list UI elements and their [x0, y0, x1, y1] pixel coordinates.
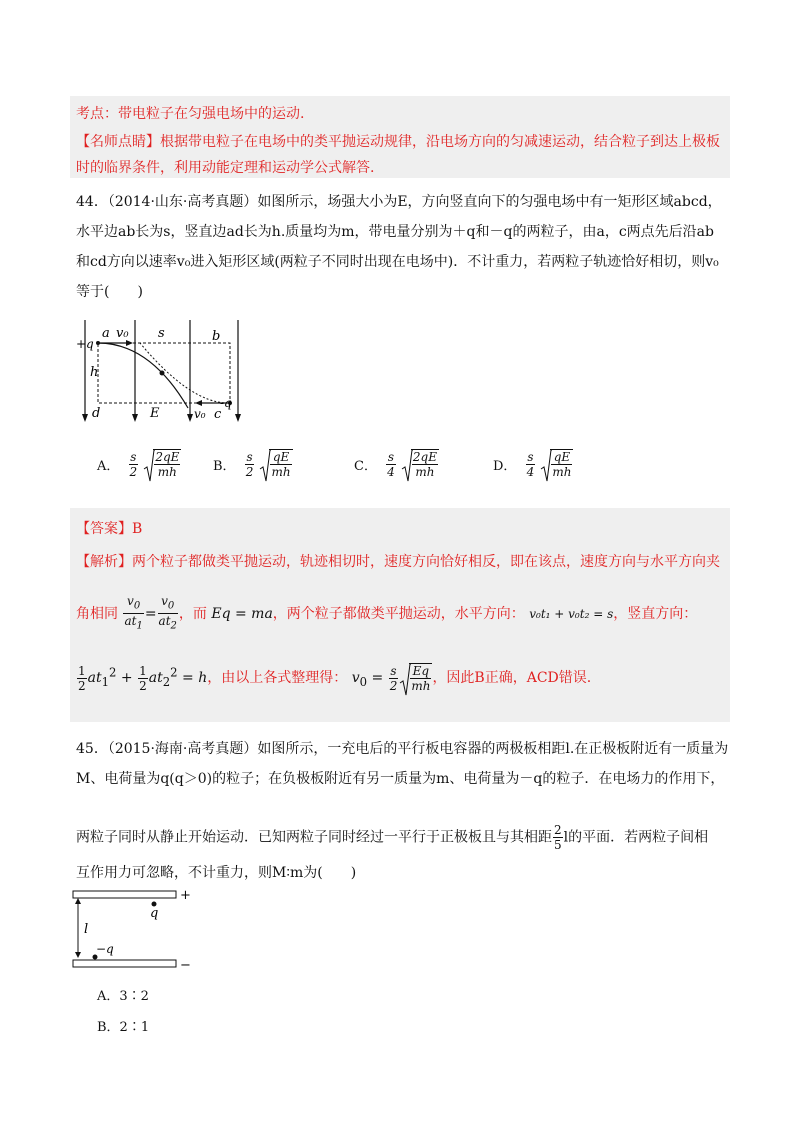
q44-field-diagram — [70, 318, 270, 428]
q45-line3: 两粒子同时从静止开始运动．已知两粒子同时经过一平行于正极板且与其相距 $\frac{2}{5}$ l的平面．若两粒子间相 — [76, 823, 709, 852]
q45-line2: M、电荷量为q(q＞0)的粒子；在负极板附近有另一质量为m、电荷量为－q的粒子．在电场力的作用下， — [76, 771, 725, 787]
label-plus-q: +q — [76, 337, 94, 351]
label-q: q — [150, 906, 159, 921]
label-plus: + — [180, 888, 191, 903]
q44-line4: 等于( ) — [76, 284, 143, 300]
q44-option-d[interactable]: D． $\frac{s}{4}$ $\frac{qE}{mh}$ — [493, 449, 572, 479]
q44-line3: 和cd方向以速率v₀进入矩形区域(两粒子不同时出现在电场中)．不计重力，若两粒子轨迹恰好相切，则v₀ — [76, 254, 719, 270]
dianjing-line2: 时的临界条件，利用动能定理和运动学公式解答. — [76, 160, 375, 176]
label-b: b — [212, 329, 221, 344]
jiexi-line2: 角相同 $\frac{v_0}{at_1}$ = $\frac{v_0}{at_2}$ ，而 Eq = ma，两个粒子都做类平抛运动，水平方向： v₀t₁ + v₀t₂ = s，竖直方向： — [76, 594, 698, 632]
label-minus: − — [180, 958, 191, 973]
label-v0-c: v₀ — [194, 407, 206, 421]
q44-option-c[interactable]: C． $\frac{s}{4}$ $\frac{2qE}{mh}$ — [354, 449, 437, 479]
q44-option-a[interactable]: A． $\frac{s}{2}$ $\frac{2qE}{mh}$ — [97, 449, 180, 479]
label-v0: v₀ — [116, 326, 129, 341]
label-l: l — [84, 922, 89, 937]
jiexi-line3: $\frac{1}{2}$ $at_1^2$ + $\frac{1}{2}$ $at_2^2 = h$，由以上各式整理得： $v_0$ = $\frac{s}{2}$ $\frac{Eq}{mh}$ ，因此B正确，ACD错误. — [78, 663, 592, 693]
kaodian-text: 考点：带电粒子在匀强电场中的运动. — [76, 106, 305, 122]
label-c: c — [214, 407, 222, 422]
q45-line4: 互作用力可忽略，不计重力，则M∶m为( ) — [76, 865, 357, 881]
q44-option-b[interactable]: B． $\frac{s}{2}$ $\frac{qE}{mh}$ — [213, 449, 291, 479]
label-s: s — [158, 326, 165, 341]
label-minus-q: -q — [220, 396, 232, 410]
q45-capacitor-diagram — [70, 885, 200, 975]
answer-text: 【答案】B — [76, 521, 143, 537]
q44-line2: 水平边ab长为s，竖直边ad长为h.质量均为m，带电量分别为＋q和－q的两粒子，由a，c两点先后沿ab — [76, 224, 714, 240]
q45-option-a[interactable]: A．3∶2 — [97, 989, 149, 1004]
q44-line1: 44．（2014·山东·高考真题）如图所示，场强大小为E，方向竖直向下的匀强电场中有一矩形区域abcd， — [76, 194, 722, 210]
q45-line1: 45．（2015·海南·高考真题）如图所示，一充电后的平行板电容器的两极板相距l.在正极板附近有一质量为 — [76, 741, 729, 757]
label-h: h — [90, 365, 99, 380]
label-a: a — [102, 326, 110, 341]
dianjing-line1: 【名师点睛】根据带电粒子在电场中的类平抛运动规律，沿电场方向的匀减速运动，结合粒子到达上极板 — [76, 134, 720, 150]
label-minus-q: −q — [96, 942, 114, 956]
label-d: d — [92, 406, 101, 421]
q45-option-b[interactable]: B．2∶1 — [97, 1020, 150, 1035]
label-E: E — [150, 406, 160, 421]
jiexi-line1: 【解析】两个粒子都做类平抛运动，轨迹相切时，速度方向恰好相反，即在该点，速度方向与水平方向夹 — [76, 554, 720, 570]
